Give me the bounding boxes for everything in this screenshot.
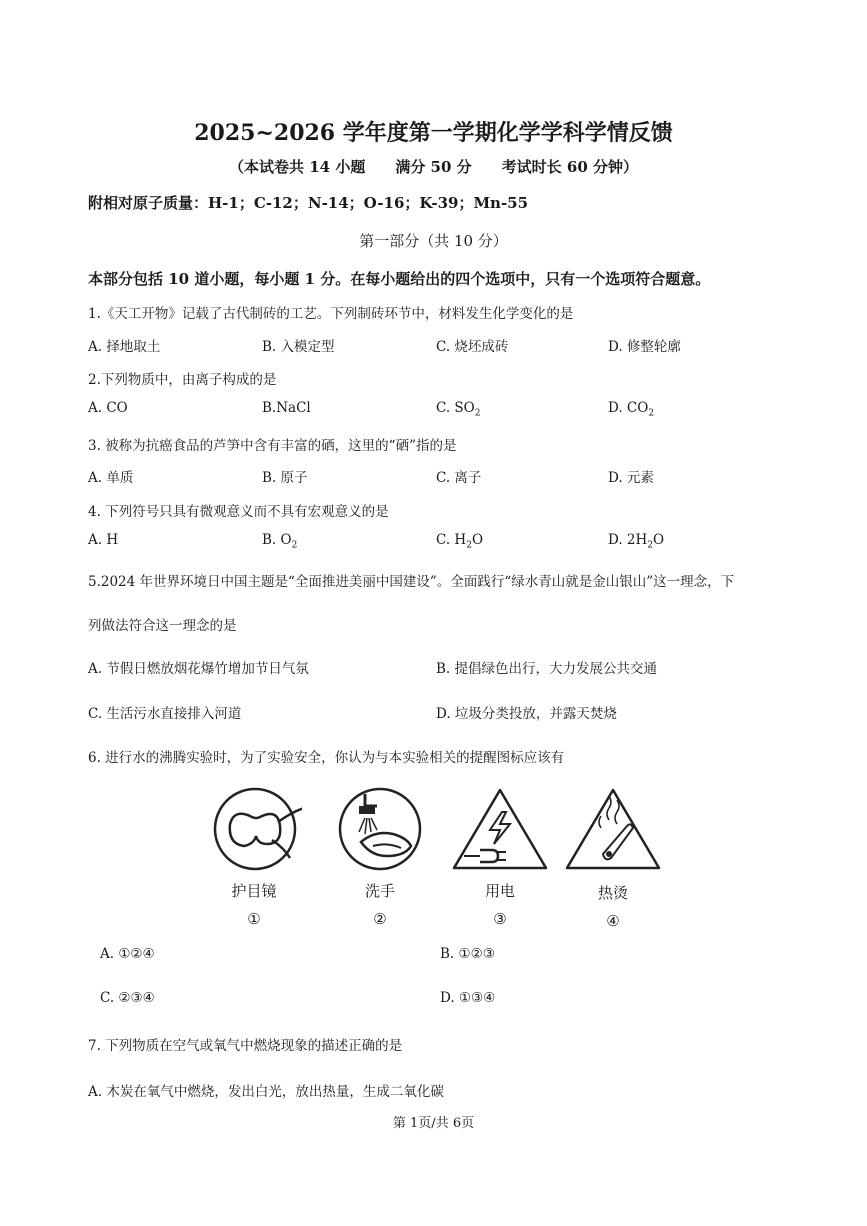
q4-option-a: A. H (88, 532, 119, 548)
question-7-stem: 7. 下列物质在空气或氧气中燃烧现象的描述正确的是 (88, 1038, 403, 1054)
question-2-stem: 2.下列物质中，由离子构成的是 (88, 372, 277, 388)
question-4-stem: 4. 下列符号只具有微观意义而不具有宏观意义的是 (88, 504, 389, 520)
icon-num-2: ② (373, 910, 387, 928)
q5-option-a: A. 节假日燃放烟花爆竹增加节日气氛 (88, 661, 309, 677)
icon-num-4: ④ (606, 912, 620, 930)
icon-num-1: ① (247, 910, 261, 928)
q6-option-d: D. ①③④ (440, 990, 496, 1006)
q1-option-c: C. 烧坯成砖 (436, 339, 509, 355)
page-title: 2025~2026 学年度第一学期化学学科学情反馈 (194, 120, 673, 146)
icon-label-3: 用电 (484, 882, 515, 900)
atomic-mass-note: 附相对原子质量：H-1；C-12；N-14；O-16；K-39；Mn-55 (88, 194, 529, 212)
q6-option-c: C. ②③④ (100, 990, 155, 1006)
section-heading: 第一部分（共 10 分） (359, 232, 508, 250)
q6-option-b: B. ①②③ (440, 946, 495, 962)
q5-option-d: D. 垃圾分类投放，并露天焚烧 (436, 706, 617, 722)
icon-label-1: 护目镜 (231, 882, 277, 900)
electricity-icon (450, 784, 550, 874)
q5-option-b: B. 提倡绿色出行，大力发展公共交通 (436, 661, 658, 677)
q4-option-c: C. $H_2O$ (436, 532, 484, 551)
icon-num-3: ③ (493, 910, 507, 928)
q4-option-d: D. $2H_2O$ (608, 532, 665, 551)
section-instruction: 本部分包括 10 道小题，每小题 1 分。在每小题给出的四个选项中，只有一个选项符合题意。 (88, 270, 711, 288)
q3-option-d: D. 元素 (608, 470, 654, 486)
page-number: 第 1页/共 6页 (392, 1116, 475, 1131)
q2-option-b: B.NaCl (262, 400, 311, 416)
q3-option-a: A. 单质 (88, 470, 134, 486)
q3-option-b: B. 原子 (262, 470, 308, 486)
question-5-stem-line2: 列做法符合这一理念的是 (88, 618, 237, 634)
q6-option-a: A. ①②④ (100, 946, 155, 962)
q1-option-a: A. 择地取土 (88, 339, 161, 355)
q2-option-d: D. $CO_2$ (608, 400, 655, 419)
question-1-stem: 1.《天工开物》记载了古代制砖的工艺。下列制砖环节中，材料发生化学变化的是 (88, 306, 574, 322)
hand-wash-icon (335, 784, 425, 874)
q4-option-b: B. $O_2$ (262, 532, 298, 551)
q5-option-c: C. 生活污水直接排入河道 (88, 706, 242, 722)
question-6-stem: 6. 进行水的沸腾实验时，为了实验安全，你认为与本实验相关的提醒图标应该有 (88, 750, 565, 766)
goggles-icon (212, 784, 302, 874)
question-3-stem: 3. 被称为抗癌食品的芦笋中含有丰富的硒，这里的“硒”指的是 (88, 438, 457, 454)
exam-info: （本试卷共 14 小题 满分 50 分 考试时长 60 分钟） (229, 158, 638, 176)
hot-icon (563, 784, 663, 874)
icon-label-2: 洗手 (364, 882, 395, 900)
question-5-stem-line1: 5.2024 年世界环境日中国主题是“全面推进美丽中国建设”。全面践行“绿水青山就是金山银山”这一理念，下 (88, 574, 735, 590)
q2-option-c: C. $SO_2$ (436, 400, 481, 419)
q1-option-d: D. 修整轮廓 (608, 339, 681, 355)
icon-label-4: 热烫 (597, 884, 628, 902)
q3-option-c: C. 离子 (436, 470, 482, 486)
q2-option-a: A. CO (88, 400, 128, 416)
q1-option-b: B. 入模定型 (262, 339, 335, 355)
q7-option-a: A. 木炭在氧气中燃烧，发出白光，放出热量，生成二氧化碳 (88, 1084, 444, 1100)
